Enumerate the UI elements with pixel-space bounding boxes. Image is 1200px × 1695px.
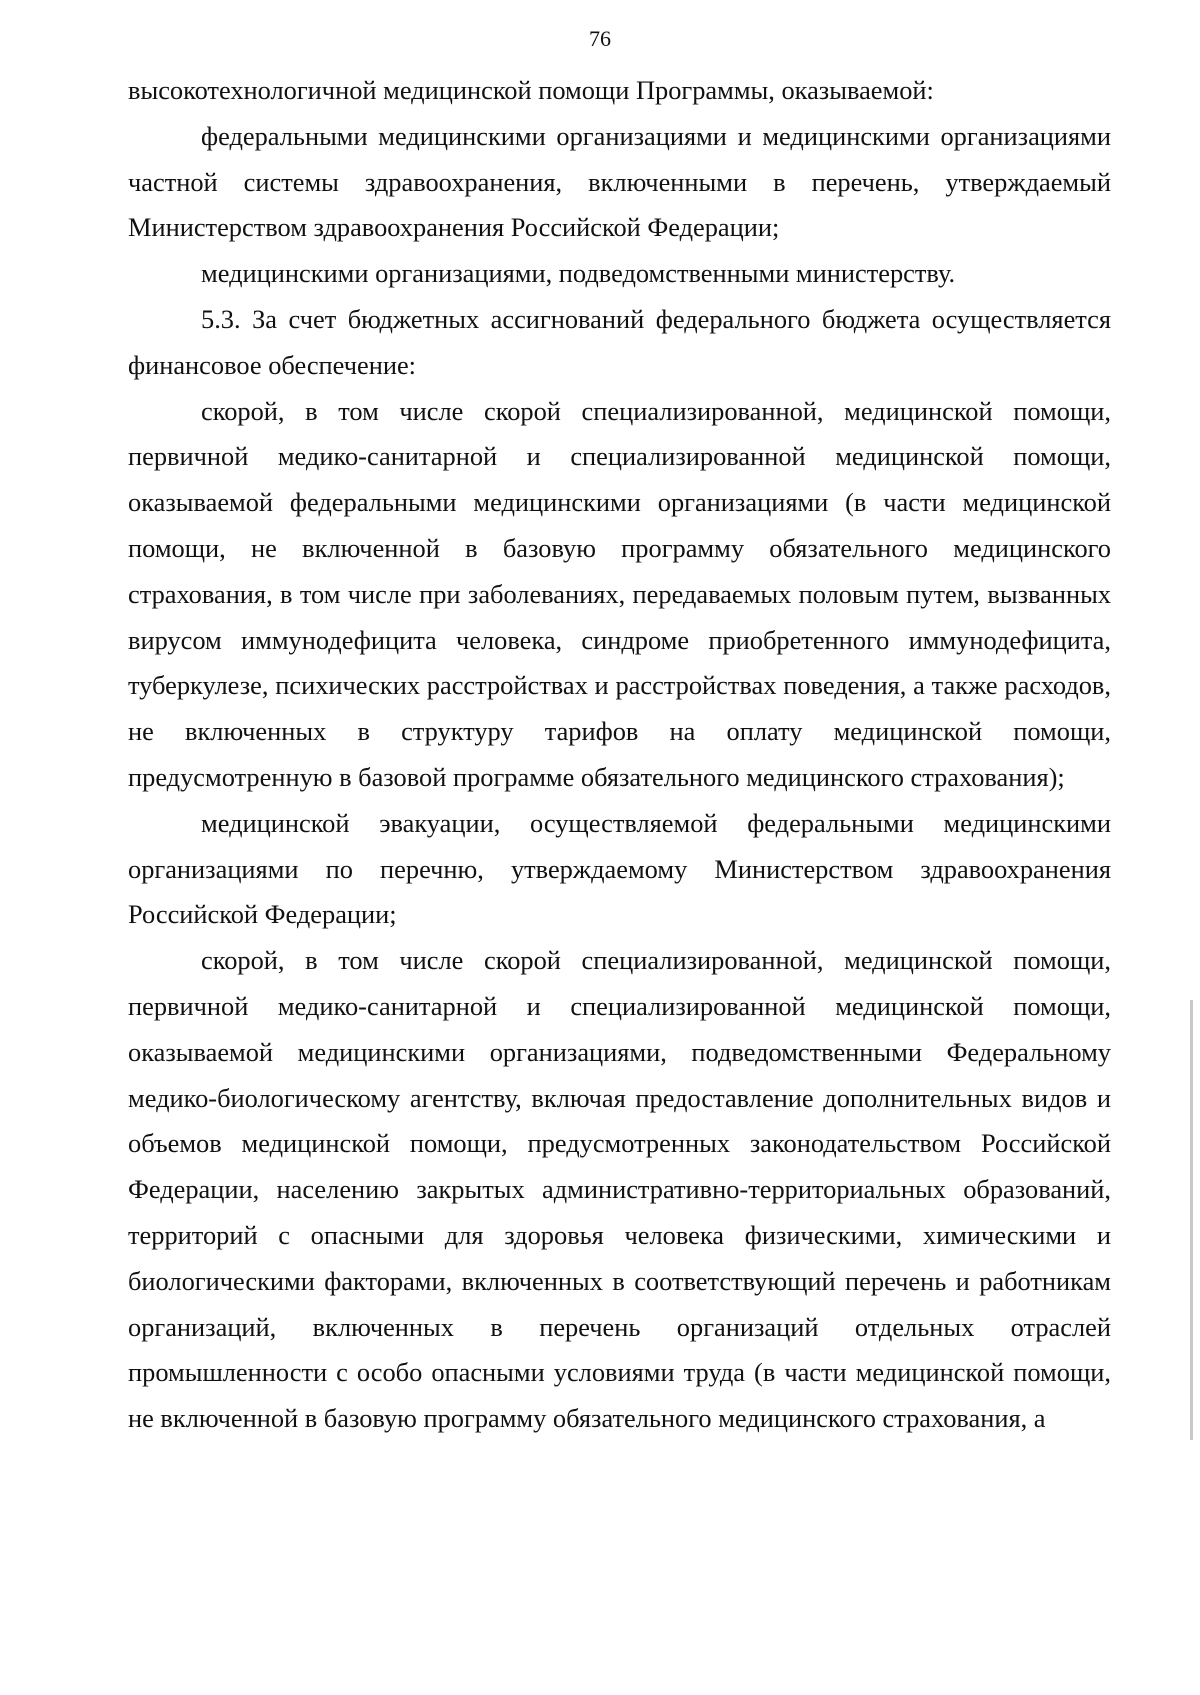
scan-edge-line xyxy=(1190,1000,1193,1440)
paragraph: медицинскими организациями, подведомственными министерству. xyxy=(201,258,956,289)
section-paragraph: 5.3. За счет бюджетных ассигнований федерального бюджета осуществляется финансовое обеспечение: xyxy=(128,303,1111,380)
paragraph: скорой, в том числе скорой специализированной, медицинской помощи, первичной медико-санитарной и специализированной медицинской помощи, оказываемой медицинскими организациями, подведомственными Федеральному медико-биологическому агентству, включая предоставление дополнительных видов и объемов медицинской помощи, предусмотренных законодательством Российской Федерации, населению закрытых административно-территориальных образований, территорий с опасными для здоровья человека физическими, химическими и биологическими факторами, включенных в соответствующий перечень и работникам организаций, включенных в перечень организаций отдельных отраслей промышленности с особо опасными условиями труда (в части медицинской помощи, не включенной в базовую программу обязательного медицинского страхования, а xyxy=(128,945,1111,1434)
page-number: 76 xyxy=(589,26,611,51)
document-body xyxy=(128,68,1111,1442)
paragraph: медицинской эвакуации, осуществляемой федеральными медицинскими организациями по перечню, утверждаемому Министерством здравоохранения Российской Федерации; xyxy=(128,807,1111,930)
paragraph: федеральными медицинскими организациями и медицинскими организациями частной системы здравоохранения, включенными в перечень, утверждаемый Министерством здравоохранения Российской Федерации; xyxy=(128,120,1111,243)
paragraph: скорой, в том числе скорой специализированной, медицинской помощи, первичной медико-санитарной и специализированной медицинской помощи, оказываемой федеральными медицинскими организациями (в части медицинской помощи, не включенной в базовую программу обязательного медицинского страхования, в том числе при заболеваниях, передаваемых половым путем, вызванных вирусом иммунодефицита человека, синдроме приобретенного иммунодефицита, туберкулезе, психических расстройствах и расстройствах поведения, а также расходов, не включенных в структуру тарифов на оплату медицинской помощи, предусмотренную в базовой программе обязательного медицинского страхования); xyxy=(128,395,1111,792)
paragraph-continuation: высокотехнологичной медицинской помощи Программы, оказываемой: xyxy=(128,75,934,105)
